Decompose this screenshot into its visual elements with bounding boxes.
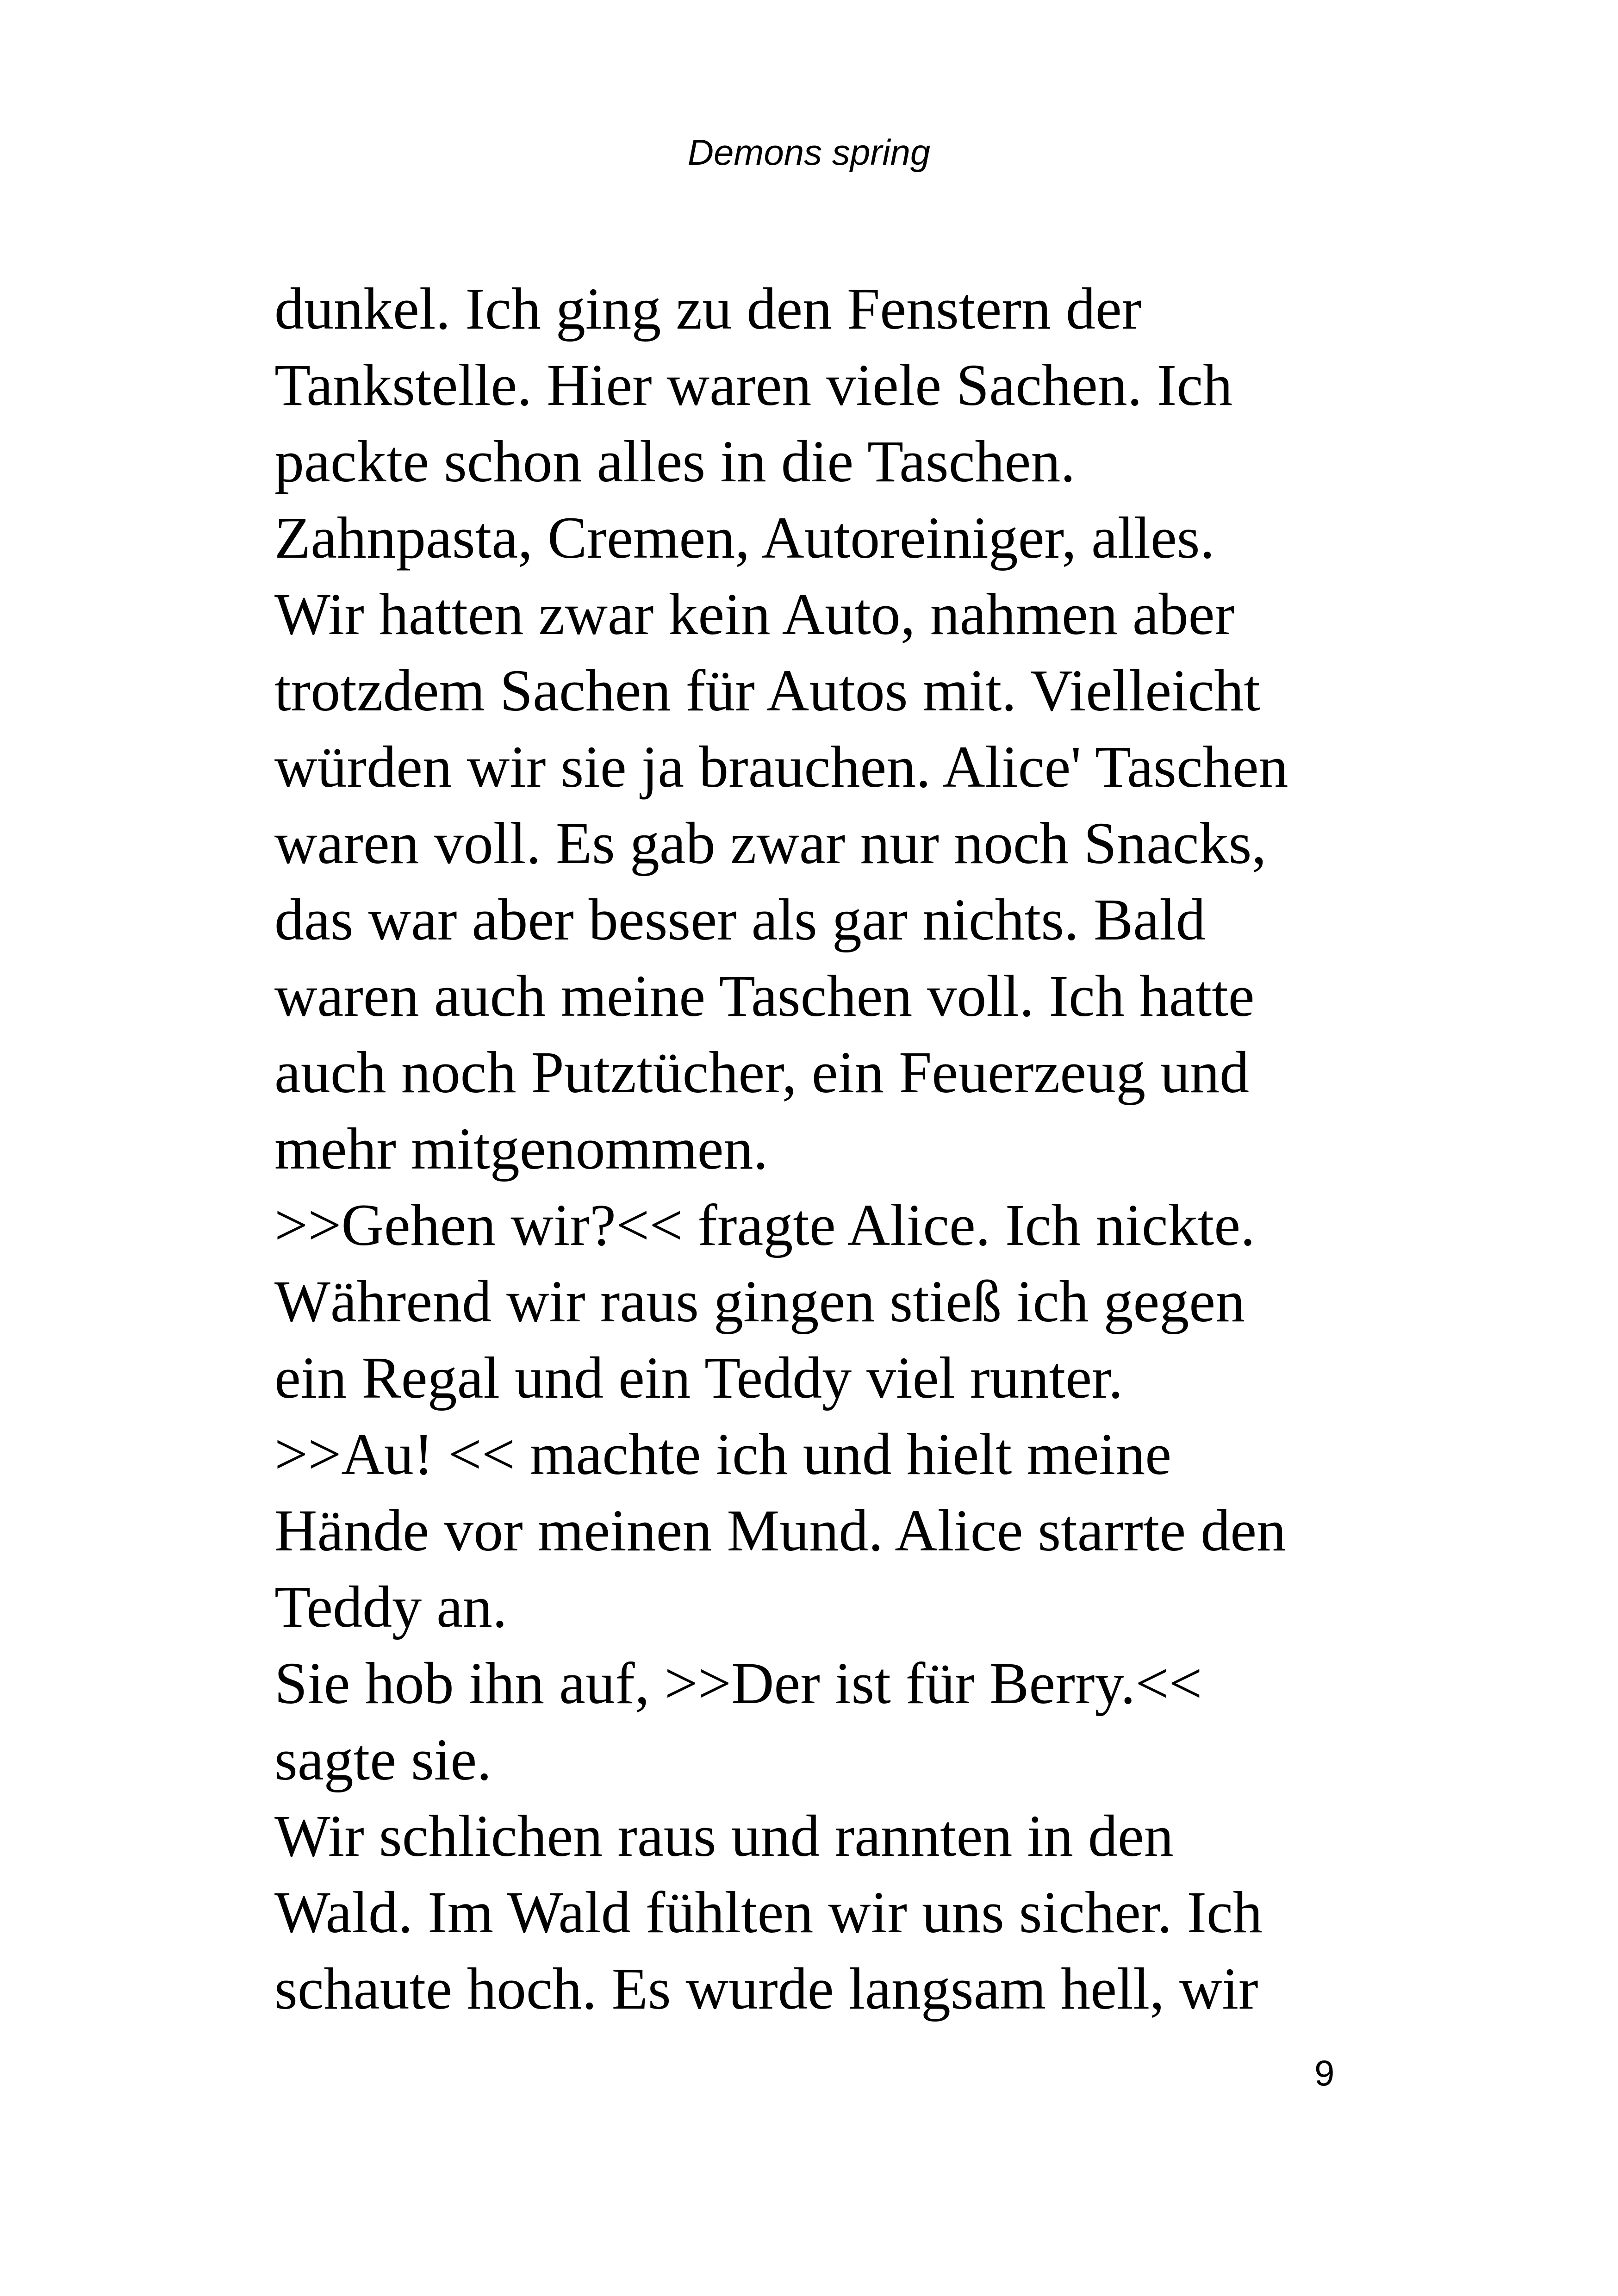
- text-line: das war aber besser als gar nichts. Bald: [274, 887, 1206, 952]
- text-line: würden wir sie ja brauchen. Alice' Taschen: [274, 734, 1288, 800]
- text-line: Wir hatten zwar kein Auto, nahmen aber: [274, 581, 1235, 647]
- text-line: >>Au! << machte ich und hielt meine: [274, 1421, 1171, 1487]
- text-line: Sie hob ihn auf, >>Der ist für Berry.<<: [274, 1650, 1202, 1716]
- text-line: >>Gehen wir?<< fragte Alice. Ich nickte.: [274, 1192, 1255, 1258]
- text-line: waren auch meine Taschen voll. Ich hatte: [274, 963, 1255, 1029]
- text-line: packte schon alles in die Taschen.: [274, 429, 1076, 494]
- text-line: Tankstelle. Hier waren viele Sachen. Ich: [274, 352, 1233, 418]
- body-text: [274, 271, 1385, 2027]
- text-line: trotzdem Sachen für Autos mit. Vielleicht: [274, 658, 1260, 723]
- text-line: ein Regal und ein Teddy viel runter.: [274, 1345, 1123, 1411]
- text-line: dunkel. Ich ging zu den Fenstern der: [274, 276, 1142, 342]
- text-line: Zahnpasta, Cremen, Autoreiniger, alles.: [274, 505, 1215, 571]
- text-line: Wald. Im Wald fühlten wir uns sicher. Ich: [274, 1879, 1263, 1945]
- text-line: Teddy an.: [274, 1574, 507, 1640]
- text-line: Hände vor meinen Mund. Alice starrte den: [274, 1498, 1286, 1563]
- text-line: Wir schlichen raus und rannten in den: [274, 1803, 1174, 1869]
- running-header-title: Demons spring: [687, 132, 931, 173]
- text-line: waren voll. Es gab zwar nur noch Snacks,: [274, 810, 1267, 876]
- text-line: auch noch Putztücher, ein Feuerzeug und: [274, 1039, 1250, 1105]
- text-line: mehr mitgenommen.: [274, 1116, 768, 1182]
- page-number: 9: [1314, 2053, 1335, 2093]
- text-line: schaute hoch. Es wurde langsam hell, wir: [274, 1956, 1258, 2022]
- text-line: Während wir raus gingen stieß ich gegen: [274, 1269, 1245, 1334]
- text-line: sagte sie.: [274, 1727, 492, 1792]
